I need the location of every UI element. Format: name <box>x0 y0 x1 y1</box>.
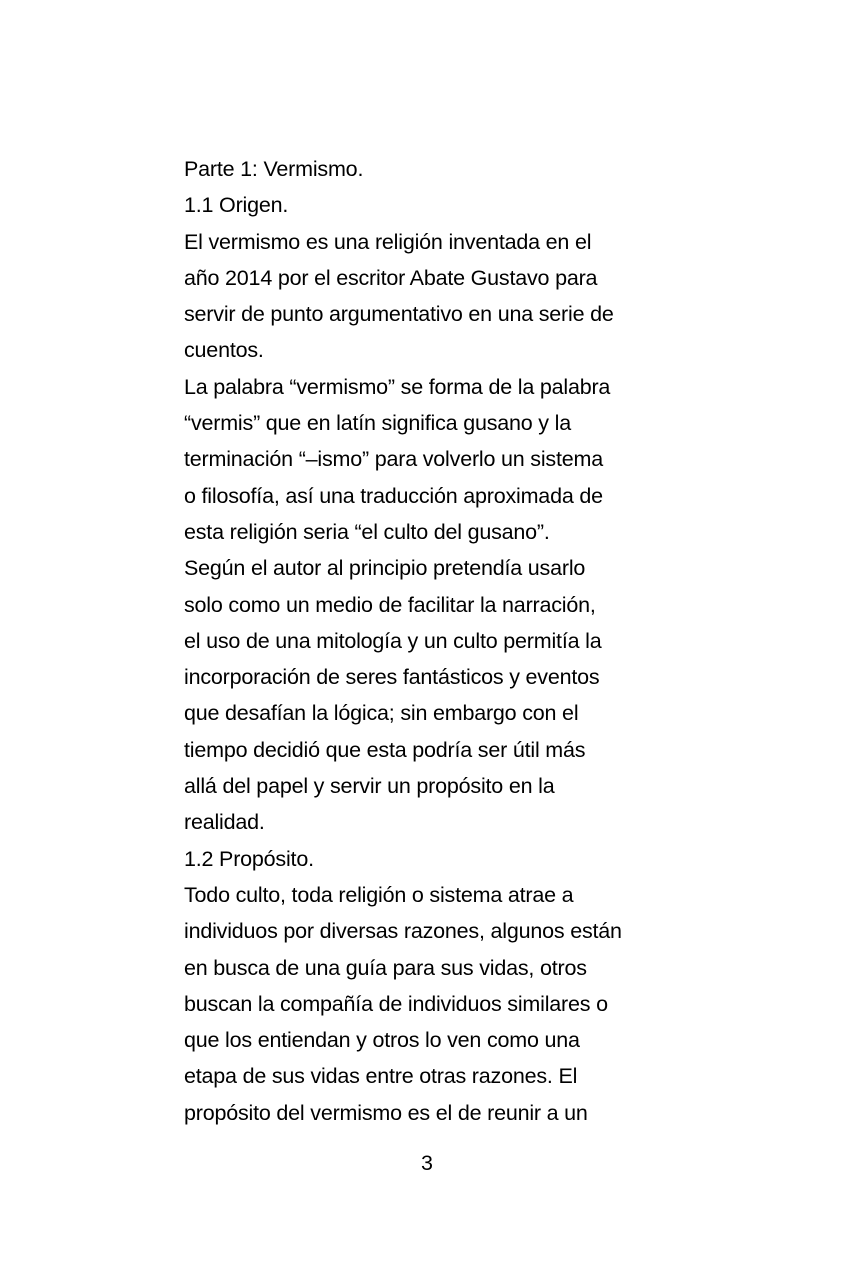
page-number: 3 <box>421 1151 433 1175</box>
text-line: esta religión seria “el culto del gusano”. <box>184 519 550 544</box>
text-line: Todo culto, toda religión o sistema atrae a <box>184 882 574 907</box>
body-text <box>184 151 684 1131</box>
text-line: que desafían la lógica; sin embargo con el <box>184 701 579 726</box>
text-line: etapa de sus vidas entre otras razones. El <box>184 1064 578 1089</box>
text-line: incorporación de seres fantásticos y eventos <box>184 665 600 690</box>
text-line: terminación “–ismo” para volverlo un sistema <box>184 447 603 472</box>
text-line: servir de punto argumentativo en una serie de <box>184 302 614 327</box>
text-line: en busca de una guía para sus vidas, otros <box>184 955 587 980</box>
text-line: buscan la compañía de individuos similares o <box>184 991 608 1016</box>
heading-section-1-1: 1.1 Origen. <box>184 193 289 218</box>
text-line: allá del papel y servir un propósito en la <box>184 774 555 799</box>
text-line: o filosofía, así una traducción aproximada de <box>184 483 603 508</box>
text-line: cuentos. <box>184 338 264 363</box>
text-line: año 2014 por el escritor Abate Gustavo para <box>184 265 598 290</box>
text-line: realidad. <box>184 810 265 835</box>
text-line: que los entiendan y otros lo ven como una <box>184 1028 580 1053</box>
text-line: individuos por diversas razones, algunos están <box>184 919 622 944</box>
text-line: La palabra “vermismo” se forma de la palabra <box>184 374 611 399</box>
text-line: propósito del vermismo es el de reunir a un <box>184 1100 588 1125</box>
text-line: Según el autor al principio pretendía usarlo <box>184 556 586 581</box>
text-line: solo como un medio de facilitar la narración, <box>184 592 596 617</box>
heading-section-1-2: 1.2 Propósito. <box>184 846 314 871</box>
text-line: tiempo decidió que esta podría ser útil más <box>184 737 586 762</box>
text-line: el uso de una mitología y un culto permitía la <box>184 628 602 653</box>
heading-part-1: Parte 1: Vermismo. <box>184 157 364 181</box>
text-line: El vermismo es una religión inventada en el <box>184 229 592 254</box>
text-line: “vermis” que en latín significa gusano y la <box>184 411 571 436</box>
